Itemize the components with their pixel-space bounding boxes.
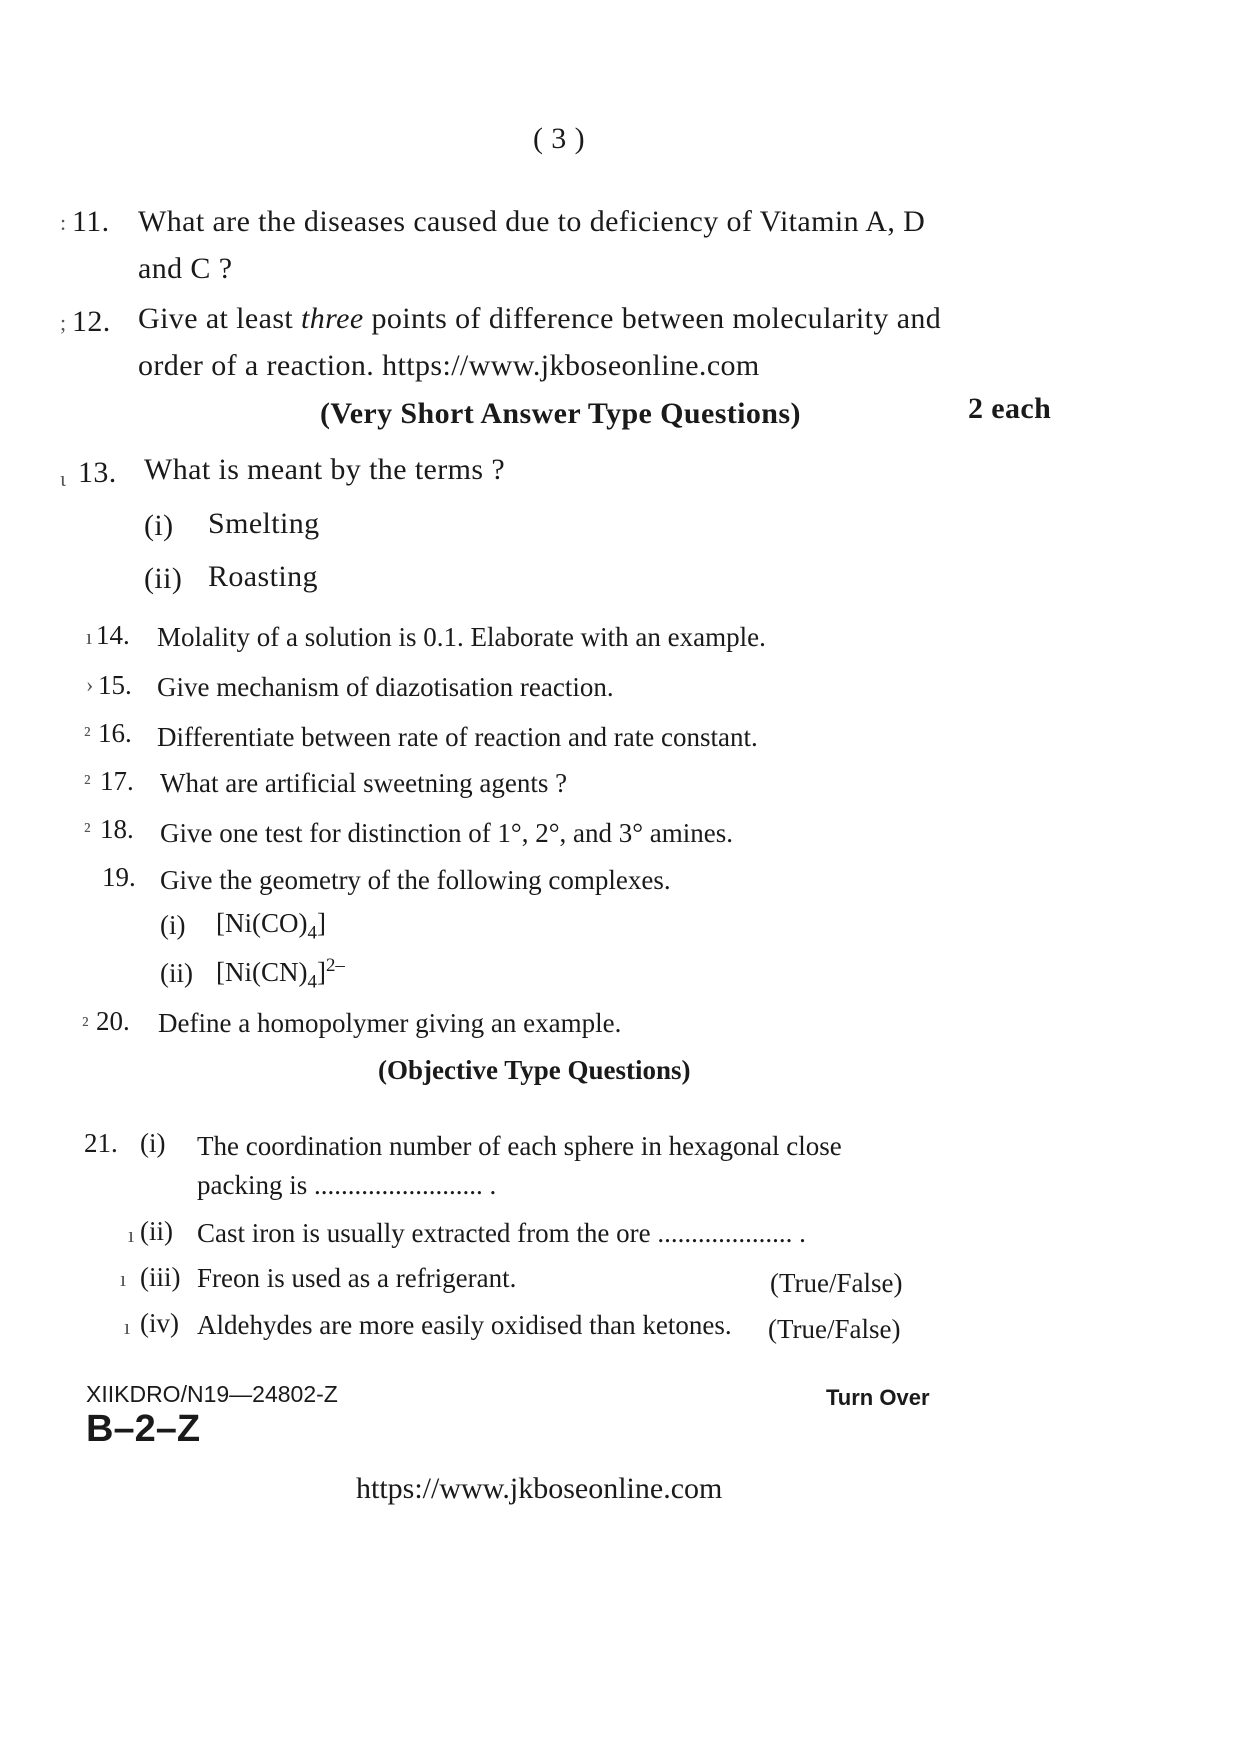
q21-label-iv: (iv) bbox=[140, 1308, 179, 1338]
q19-formula-ii-sub: 4 bbox=[307, 971, 317, 993]
q19-formula-i-main: [Ni(CO) bbox=[216, 908, 308, 938]
q19-formula-ii-close: ] bbox=[316, 957, 326, 987]
footer-url[interactable]: https://www.jkboseonline.com bbox=[356, 1472, 723, 1505]
margin-mark: ı bbox=[124, 1314, 131, 1339]
question-number-15: 15. bbox=[98, 670, 132, 700]
q21-text-iv: Aldehydes are more easily oxidised than ketones. bbox=[197, 1310, 732, 1340]
q19-formula-i-close: ] bbox=[316, 908, 326, 938]
q13-sub-text-i: Smelting bbox=[208, 507, 320, 540]
q19-sub-label-i: (i) bbox=[160, 910, 186, 940]
question-19-text: Give the geometry of the following complexes. bbox=[160, 865, 671, 895]
question-number-17: 17. bbox=[100, 766, 134, 796]
question-number-16: 16. bbox=[98, 718, 132, 748]
question-number-18: 18. bbox=[100, 814, 134, 844]
question-12-text-line2: order of a reaction. https://www.jkboseonline.com bbox=[138, 349, 760, 382]
q12-emphasis: three bbox=[301, 302, 364, 335]
q19-formula-ii-main: [Ni(CN) bbox=[216, 957, 308, 987]
q21-text-i-line1: The coordination number of each sphere in hexagonal close bbox=[197, 1131, 842, 1161]
q21-true-false-iv: (True/False) bbox=[768, 1314, 901, 1344]
section-marks: 2 each bbox=[968, 392, 1052, 425]
margin-mark: : bbox=[60, 210, 67, 235]
q12-text-post: points of difference between molecularity and bbox=[363, 302, 942, 335]
question-number-14: 14. bbox=[96, 620, 130, 650]
question-14-text: Molality of a solution is 0.1. Elaborate with an example. bbox=[157, 622, 766, 652]
q19-formula-ii-sup: 2– bbox=[325, 955, 345, 976]
margin-mark: ι bbox=[60, 466, 66, 491]
q19-formula-i-sub: 4 bbox=[307, 922, 317, 944]
q13-sub-label-i: (i) bbox=[144, 509, 174, 542]
q12-text-pre: Give at least bbox=[138, 302, 302, 335]
q21-text-ii: Cast iron is usually extracted from the ore .................... . bbox=[197, 1218, 806, 1248]
margin-mark: ; bbox=[60, 310, 67, 335]
question-17-text: What are artificial sweetning agents ? bbox=[160, 768, 568, 798]
question-number-12: 12. bbox=[72, 305, 111, 338]
page-number: ( 3 ) bbox=[533, 122, 585, 155]
margin-mark: ² bbox=[84, 722, 91, 747]
q13-sub-label-ii: (ii) bbox=[144, 562, 183, 595]
margin-mark: ı bbox=[128, 1222, 135, 1247]
question-13-text: What is meant by the terms ? bbox=[144, 453, 506, 486]
series-code: B–2–Z bbox=[86, 1408, 201, 1450]
question-number-11: 11. bbox=[72, 205, 110, 238]
question-number-20: 20. bbox=[96, 1006, 130, 1036]
paper-code: XIIKDRO/N19—24802-Z bbox=[86, 1381, 338, 1407]
question-number-13: 13. bbox=[78, 456, 117, 489]
margin-mark: ² bbox=[84, 770, 91, 795]
margin-mark: › bbox=[86, 672, 94, 697]
question-12-text-line1 bbox=[138, 302, 941, 336]
q19-sub-label-ii: (ii) bbox=[160, 958, 193, 988]
margin-mark: ı bbox=[86, 624, 93, 649]
margin-mark: ı bbox=[120, 1266, 127, 1291]
q13-sub-text-ii: Roasting bbox=[208, 560, 318, 593]
q21-label-ii: (ii) bbox=[140, 1216, 173, 1246]
section-heading-very-short: (Very Short Answer Type Questions) bbox=[320, 397, 801, 430]
question-18-text: Give one test for distinction of 1°, 2°, and 3° amines. bbox=[160, 818, 734, 848]
margin-mark: ² bbox=[84, 818, 91, 843]
q19-formula-ii bbox=[216, 955, 345, 993]
section-heading-objective: (Objective Type Questions) bbox=[378, 1055, 691, 1085]
question-20-text: Define a homopolymer giving an example. bbox=[158, 1008, 622, 1038]
q21-text-iii: Freon is used as a refrigerant. bbox=[197, 1263, 517, 1293]
q21-label-iii: (iii) bbox=[140, 1262, 181, 1292]
question-11-text-line1: What are the diseases caused due to deficiency of Vitamin A, D bbox=[138, 205, 926, 238]
turn-over-label: Turn Over bbox=[826, 1385, 930, 1410]
question-16-text: Differentiate between rate of reaction and rate constant. bbox=[157, 722, 758, 752]
question-number-19: 19. bbox=[102, 862, 136, 892]
q19-formula-i bbox=[216, 908, 326, 944]
question-number-21: 21. bbox=[84, 1128, 118, 1158]
q21-label-i: (i) bbox=[140, 1128, 166, 1158]
question-11-text-line2: and C ? bbox=[138, 252, 233, 285]
margin-mark: ² bbox=[82, 1012, 89, 1037]
question-15-text: Give mechanism of diazotisation reaction. bbox=[157, 672, 614, 702]
q21-true-false-iii: (True/False) bbox=[770, 1268, 903, 1298]
q21-text-i-line2: packing is ......................... . bbox=[197, 1170, 497, 1200]
